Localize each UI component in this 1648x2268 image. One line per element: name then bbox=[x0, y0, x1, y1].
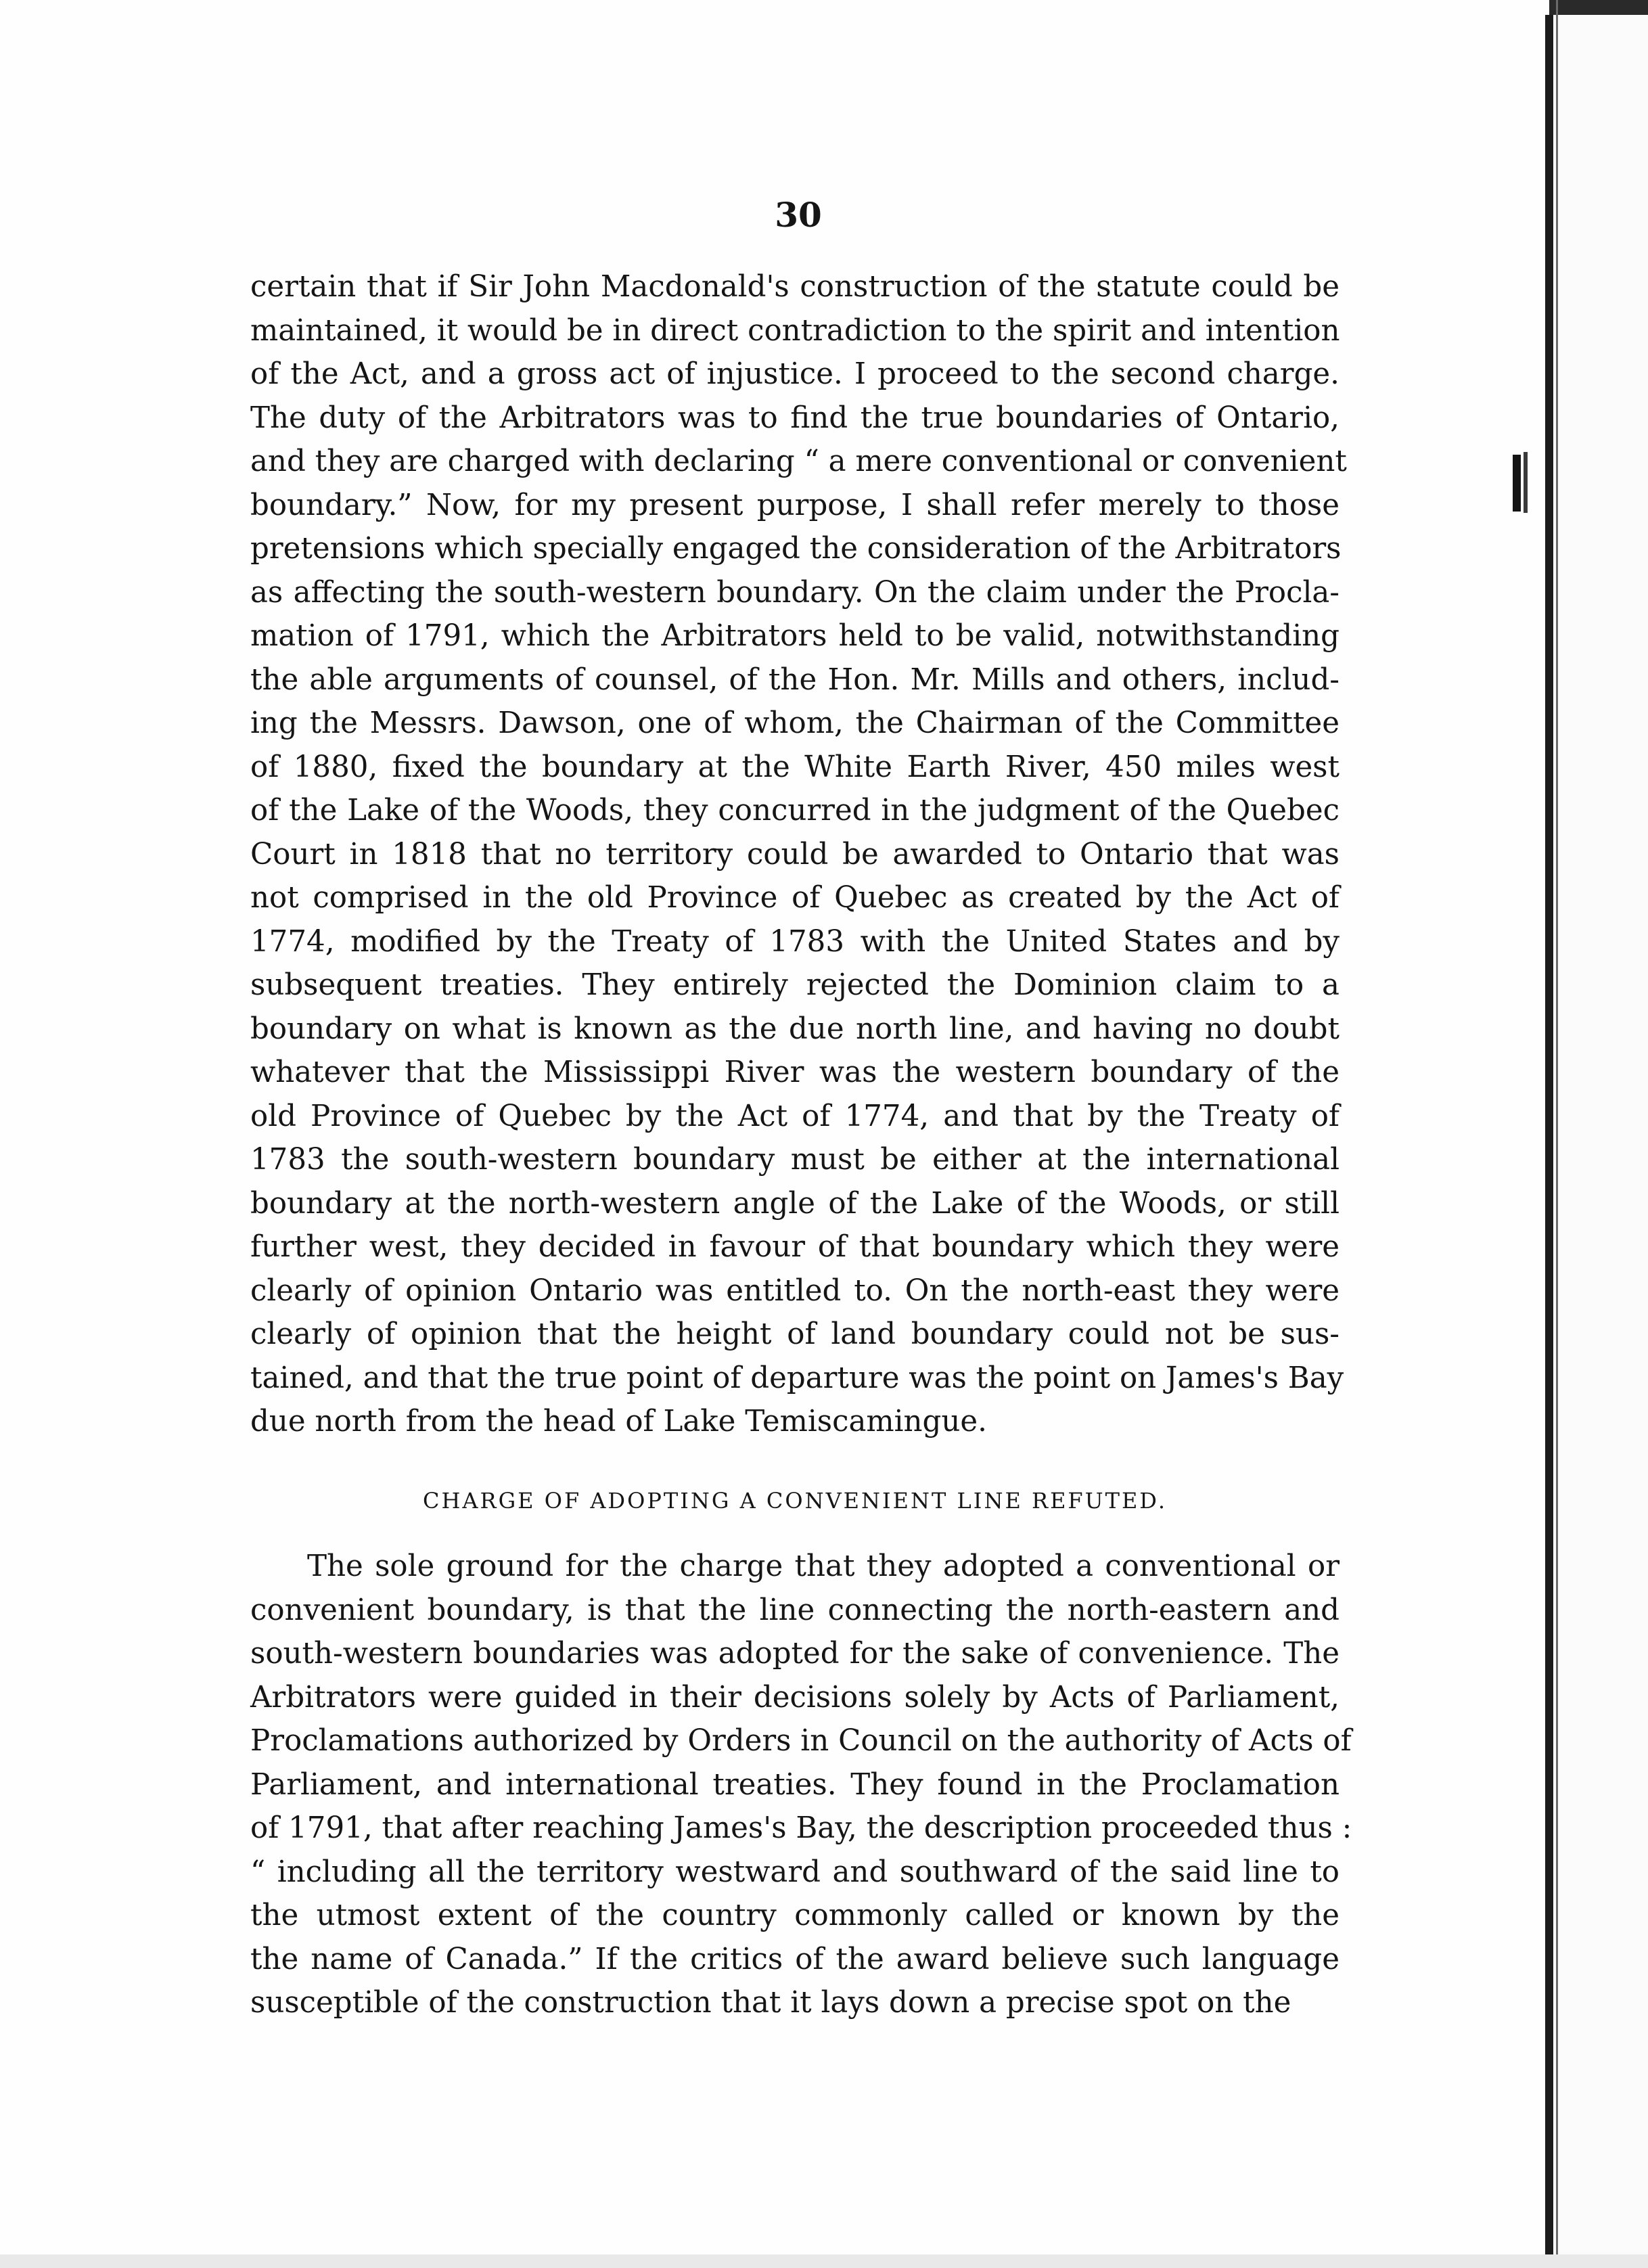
text-line: clearly of opinion Ontario was entitled to. On the north-east they were bbox=[250, 1273, 1340, 1308]
text-line: 1774, modified by the Treaty of 1783 with the United States and by bbox=[250, 924, 1340, 959]
text-line: due north from the head of Lake Temiscamingue. bbox=[250, 1405, 987, 1438]
text-line: “ including all the territory westward and southward of the said line to bbox=[250, 1855, 1340, 1889]
text-line: of the Lake of the Woods, they concurred in the judgment of the Quebec bbox=[250, 794, 1340, 827]
text-line: as affecting the south-western boundary. On the claim under the Procla- bbox=[250, 575, 1340, 610]
text-line: tained, and that the true point of departure was the point on James's Bay bbox=[250, 1361, 1344, 1395]
text-line: mation of 1791, which the Arbitrators held to be valid, notwithstanding bbox=[250, 619, 1340, 653]
text-line: the utmost extent of the country commonly called or known by the bbox=[250, 1899, 1340, 1932]
text-line: ing the Messrs. Dawson, one of whom, the Chairman of the Committee bbox=[250, 706, 1340, 740]
text-line: Court in 1818 that no territory could be awarded to Ontario that was bbox=[250, 837, 1340, 871]
page-number: 30 bbox=[775, 195, 822, 235]
text-line: of 1791, that after reaching James's Bay, the description proceeded thus : bbox=[250, 1811, 1352, 1845]
text-line: further west, they decided in favour of that boundary which they were bbox=[250, 1230, 1340, 1264]
text-line: boundary on what is known as the due north line, and having no doubt bbox=[250, 1012, 1340, 1046]
paragraph-1 bbox=[250, 265, 1347, 1444]
text-line: and they are charged with declaring “ a mere conventional or convenient bbox=[250, 445, 1347, 478]
text-line: Parliament, and international treaties. They found in the Proclamation bbox=[250, 1767, 1340, 1802]
text-line: boundary at the north-western angle of the Lake of the Woods, or still bbox=[250, 1186, 1340, 1221]
facing-page-edge bbox=[1558, 0, 1648, 2268]
text-line: certain that if Sir John Macdonald's construction of the statute could be bbox=[250, 270, 1340, 304]
paragraph-2 bbox=[250, 1545, 1352, 2025]
text-line: the able arguments of counsel, of the Hon. Mr. Mills and others, includ- bbox=[250, 662, 1340, 697]
text-line: clearly of opinion that the height of land boundary could not be sus- bbox=[250, 1317, 1340, 1351]
text-line: south-western boundaries was adopted for the sake of convenience. The bbox=[250, 1637, 1340, 1671]
text-line: old Province of Quebec by the Act of 1774, and that by the Treaty of bbox=[250, 1099, 1340, 1133]
text-line: Arbitrators were guided in their decisions solely by Acts of Parliament, bbox=[250, 1680, 1340, 1715]
text-line: whatever that the Mississippi River was the western boundary of the bbox=[250, 1056, 1340, 1089]
text-line: convenient boundary, is that the line connecting the north-eastern and bbox=[250, 1593, 1340, 1627]
binding-clip-mark-secondary bbox=[1524, 452, 1528, 513]
text-line: maintained, it would be in direct contradiction to the spirit and intention bbox=[250, 313, 1340, 348]
text-line: The sole ground for the charge that they adopted a conventional or bbox=[307, 1549, 1340, 1583]
text-line: pretensions which specially engaged the consideration of the Arbitrators bbox=[250, 532, 1342, 566]
binding-clip-mark bbox=[1513, 455, 1521, 512]
text-line: subsequent treaties. They entirely rejected the Dominion claim to a bbox=[250, 968, 1340, 1002]
scan-border-top bbox=[1549, 0, 1648, 15]
book-spine-edge bbox=[1556, 0, 1558, 2268]
scan-border-bottom bbox=[0, 2254, 1648, 2268]
text-line: susceptible of the construction that it lays down a precise spot on the bbox=[250, 1986, 1291, 2020]
text-line: The duty of the Arbitrators was to find the true boundaries of Ontario, bbox=[250, 401, 1340, 435]
text-line: of 1880, fixed the boundary at the White Earth River, 450 miles west bbox=[250, 750, 1340, 784]
text-line: of the Act, and a gross act of injustice. I proceed to the second charge. bbox=[250, 357, 1340, 391]
text-line: not comprised in the old Province of Quebec as created by the Act of bbox=[250, 881, 1340, 915]
text-line: 1783 the south-western boundary must be either at the international bbox=[250, 1143, 1340, 1177]
text-line: the name of Canada.” If the critics of the award believe such language bbox=[250, 1942, 1340, 1976]
text-line: boundary.” Now, for my present purpose, I shall refer merely to those bbox=[250, 488, 1340, 522]
text-line: Proclamations authorized by Orders in Council on the authority of Acts of bbox=[250, 1724, 1352, 1758]
section-heading: CHARGE OF ADOPTING A CONVENIENT LINE REFUTED. bbox=[423, 1488, 1167, 1514]
book-spine-shadow bbox=[1545, 15, 1553, 2254]
